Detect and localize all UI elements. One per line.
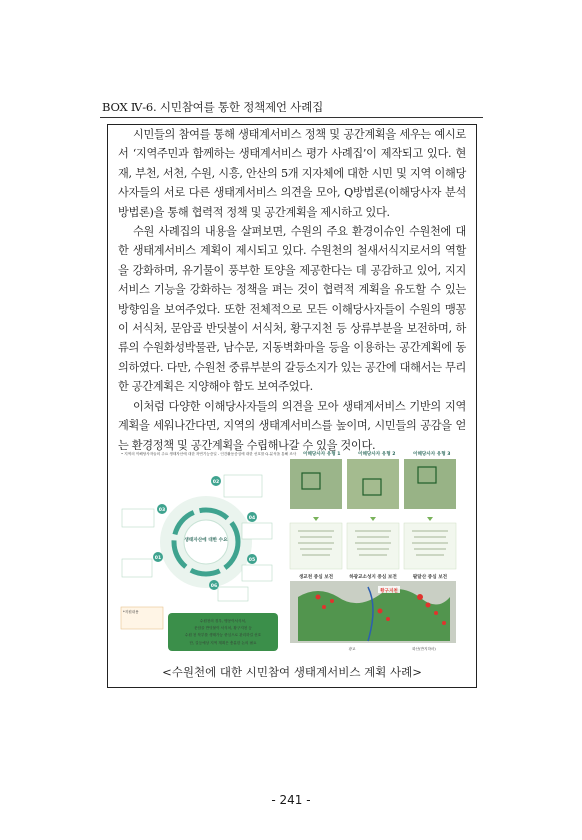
body-text bbox=[118, 125, 466, 455]
down-arrow bbox=[427, 511, 433, 521]
top-rule bbox=[100, 117, 483, 118]
figure-caption: <수원천에 대한 시민참여 생태계서비스 계획 사례> bbox=[162, 665, 422, 679]
stakeholder-maps bbox=[290, 450, 456, 651]
zone-label: 생교천 중심 보전 bbox=[298, 575, 334, 580]
figure-image bbox=[118, 447, 468, 655]
box-title: BOX Ⅳ-6. 시민참여를 통한 정책제언 사례집 bbox=[102, 100, 324, 114]
svg-text:03: 03 bbox=[158, 508, 166, 513]
map-bottom-label: 광교 bbox=[348, 647, 356, 651]
demand-diagram bbox=[121, 451, 297, 651]
map-bottom-label: 화산(반지하마) bbox=[412, 647, 436, 651]
step-badge bbox=[211, 475, 262, 497]
paragraph: 수원 사례집의 내용을 살펴보면, 수원의 주요 환경이슈인 수원천에 대한 생태계서비스 계획이 제시되고 있다. 수원천의 철새서식지로서의 역할을 강화하며, 유기물이 풍부한 토양을 제공한다는 데 공감하고 있어, 지지서비스 기능을 강화하는 정책을 펴는 것이 협력적 계획을 유도할 수 있는 방향임을 보여주었다. 또한 전체적으로 모든 이해당사자들이 수원의 맹꽁이 서식처, 문암골 반딧불이 서식처, 황구지천 등 상류부분을 보전하며, 하류의 수원화성박물관, 남수문, 지동벽화마을 등을 이용하는 공간계획에 동의하였다. 다만, 수원천 중류부분의 갈등소지가 있는 공간에 대해서는 무리한 공간계획은 지양해야 함도 보여주었다. bbox=[118, 225, 466, 394]
step-badge bbox=[122, 552, 163, 577]
step-badge bbox=[122, 504, 167, 527]
intro-text: • 지역의 이해당사자들의 주요 생태자산에 대한 자연기능증일 - 인간활동증심에 대한 선호를 Q-분석을 통해 조사 bbox=[121, 452, 297, 456]
summary-line: 수원천의 경우, 맹꽁이서식처, bbox=[199, 619, 247, 623]
type-label: 이해당사자 유형 1 bbox=[303, 452, 341, 457]
svg-text:04: 04 bbox=[248, 516, 256, 521]
map-thumbnail bbox=[290, 459, 342, 509]
down-arrow bbox=[313, 511, 319, 521]
note-title: *지원내용 bbox=[123, 610, 139, 614]
map-highlight: 황구지천 bbox=[380, 589, 398, 594]
down-arrow bbox=[370, 511, 376, 521]
summary-line: 단, 갈등예상 지역 계획은 충분한 논의 필요 bbox=[189, 641, 257, 645]
step-badge bbox=[242, 512, 272, 539]
type-text bbox=[404, 523, 456, 569]
step-badge bbox=[209, 580, 248, 601]
summary-line: 문암골 반딧불이 서식처, 황구지천 등 bbox=[194, 626, 252, 630]
map-thumbnail bbox=[347, 459, 399, 509]
svg-text:05: 05 bbox=[248, 558, 256, 563]
page-number: - 241 - bbox=[271, 793, 311, 807]
type-text bbox=[347, 523, 399, 569]
summary-line: 수원 천 북부를 생태가능 중심으로 관리하길 선호 bbox=[184, 633, 262, 637]
type-text bbox=[290, 523, 342, 569]
zone-label: 하광교소성지 중심 보전 bbox=[349, 575, 397, 580]
paragraph: 시민들의 참여를 통해 생태계서비스 정책 및 공간계획을 세우는 예시로서 ‘지역주민과 함께하는 생태계서비스 평가 사례집’이 제작되고 있다. 현재, 부천, 서천, 수원, 시흥, 안산의 5개 지자체에 대한 시민 및 지역 이해당사자들의 서로 다른 생태계서비스 의견을 모아, Q방법론(이해당사자 분석 방법론)을 통해 협력적 정책 및 공간계획을 제시하고 있다. bbox=[118, 128, 466, 219]
zone-label: 팔달산 중심 보전 bbox=[412, 575, 448, 580]
center-label: 생태자산에 대한 수요 bbox=[184, 538, 228, 543]
type-label: 이해당사자 유형 3 bbox=[413, 452, 451, 457]
svg-text:01: 01 bbox=[154, 556, 162, 561]
svg-text:02: 02 bbox=[212, 480, 220, 485]
type-label: 이해당사자 유형 2 bbox=[358, 452, 396, 457]
paragraph: 이처럼 다양한 이해당사자들의 의견을 모아 생태계서비스 기반의 지역계획을 세워나간다면, 지역의 생태계서비스를 높이며, 시민들의 공감을 얻는 환경정책 및 공간계획을 수립해나갈 수 있을 것이다. bbox=[118, 399, 466, 452]
svg-text:06: 06 bbox=[210, 584, 218, 589]
